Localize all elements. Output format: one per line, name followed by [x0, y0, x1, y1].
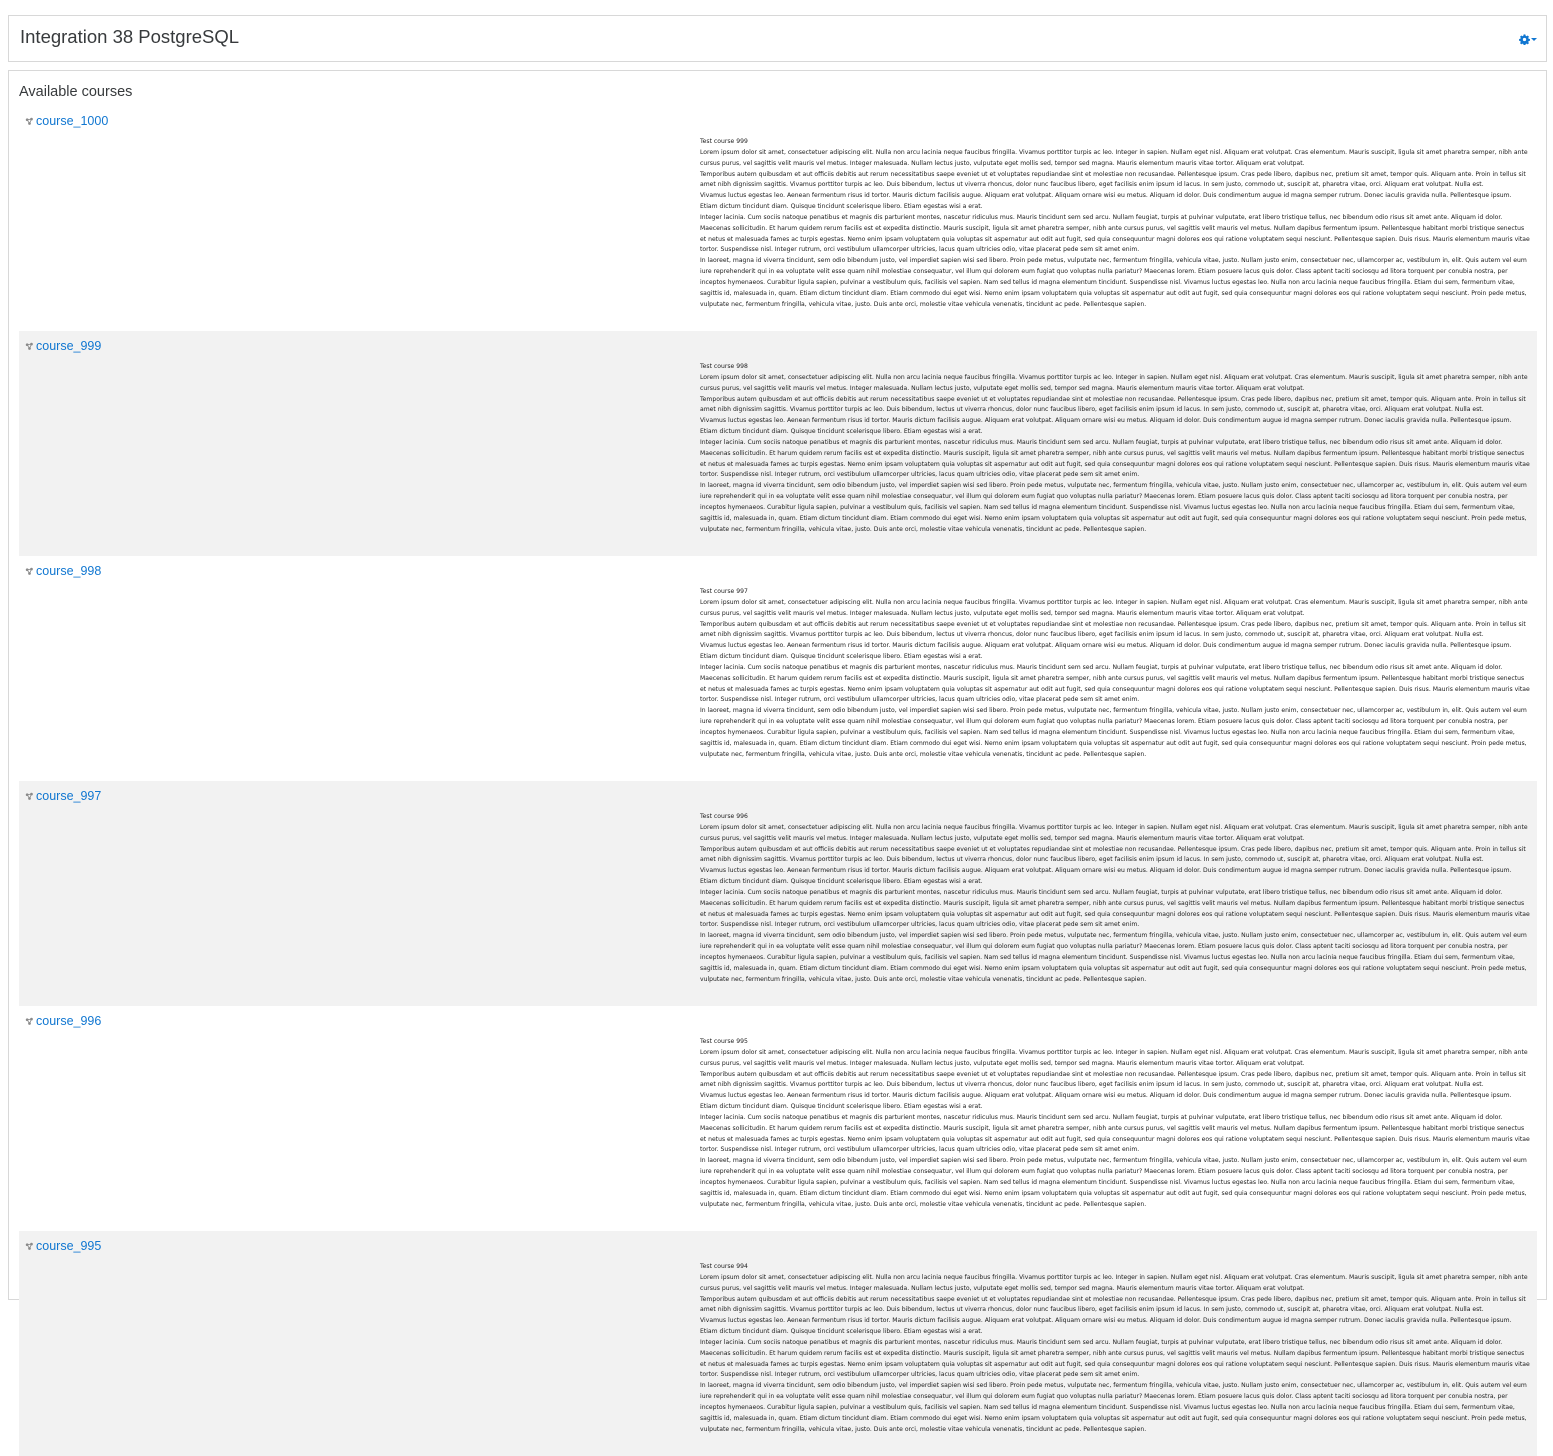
course-summary-paragraph: Integer lacinia. Cum sociis natoque penatibus et magnis dis parturient montes, nascetur ridiculus mus. Mauris tincidunt sem sed arcu. Nullam feugiat, turpis at pulvinar vulputate, erat libero tristique tellus, nec bibendum odio risus sit amet ante. Aliquam id dolor. Maecenas sollicitudin. Et harum quidem rerum facilis est et expedita distinctio. Mauris suscipit, ligula sit amet pharetra semper, nibh ante cursus purus, vel sagittis velit mauris vel metus. Nullam dapibus fermentum ipsum. Pellentesque habitant morbi tristique senectus et netus et malesuada fames ac turpis egestas. Nemo enim ipsam voluptatem quia voluptas sit aspernatur aut odit aut fugit, sed quia consequuntur magni dolores eos qui ratione voluptatem sequi nesciunt. Pellentesque sapien. Duis risus. Mauris elementum mauris vitae tortor. Suspendisse nisl. Integer rutrum, orci vestibulum ullamcorper ultricies, lacus quam ultricies odio, vitae placerat pede sem sit amet enim. — [700, 663, 1530, 704]
course-summary-paragraph: Integer lacinia. Cum sociis natoque penatibus et magnis dis parturient montes, nascetur ridiculus mus. Mauris tincidunt sem sed arcu. Nullam feugiat, turpis at pulvinar vulputate, erat libero tristique tellus, nec bibendum odio risus sit amet ante. Aliquam id dolor. Maecenas sollicitudin. Et harum quidem rerum facilis est et expedita distinctio. Mauris suscipit, ligula sit amet pharetra semper, nibh ante cursus purus, vel sagittis velit mauris vel metus. Nullam dapibus fermentum ipsum. Pellentesque habitant morbi tristique senectus et netus et malesuada fames ac turpis egestas. Nemo enim ipsam voluptatem quia voluptas sit aspernatur aut odit aut fugit, sed quia consequuntur magni dolores eos qui ratione voluptatem sequi nesciunt. Pellentesque sapien. Duis risus. Mauris elementum mauris vitae tortor. Suspendisse nisl. Integer rutrum, orci vestibulum ullamcorper ultricies, lacus quam ultricies odio, vitae placerat pede sem sit amet enim. — [700, 1338, 1530, 1379]
available-courses-heading: Available courses — [19, 84, 133, 100]
course-summary-title: Test course 994 — [700, 1263, 748, 1270]
course-summary-paragraph: Lorem ipsum dolor sit amet, consectetuer adipiscing elit. Nulla non arcu lacinia neque faucibus fringilla. Vivamus porttitor turpis ac leo. Integer in sapien. Nullam eget nisl. Aliquam erat volutpat. Cras elementum. Mauris suscipit, ligula sit amet pharetra semper, nibh ante cursus purus, vel sagittis velit mauris vel metus. Integer malesuada. Nullam lectus justo, vulputate eget mollis sed, tempor sed magna. Mauris elementum mauris vitae tortor. Aliquam erat volutpat. — [700, 823, 1528, 842]
course-summary-paragraph: Integer lacinia. Cum sociis natoque penatibus et magnis dis parturient montes, nascetur ridiculus mus. Mauris tincidunt sem sed arcu. Nullam feugiat, turpis at pulvinar vulputate, erat libero tristique tellus, nec bibendum odio risus sit amet ante. Aliquam id dolor. Maecenas sollicitudin. Et harum quidem rerum facilis est et expedita distinctio. Mauris suscipit, ligula sit amet pharetra semper, nibh ante cursus purus, vel sagittis velit mauris vel metus. Nullam dapibus fermentum ipsum. Pellentesque habitant morbi tristique senectus et netus et malesuada fames ac turpis egestas. Nemo enim ipsam voluptatem quia voluptas sit aspernatur aut odit aut fugit, sed quia consequuntur magni dolores eos qui ratione voluptatem sequi nesciunt. Pellentesque sapien. Duis risus. Mauris elementum mauris vitae tortor. Suspendisse nisl. Integer rutrum, orci vestibulum ullamcorper ultricies, lacus quam ultricies odio, vitae placerat pede sem sit amet enim. — [700, 213, 1530, 254]
course-summary-title: Test course 999 — [700, 138, 748, 145]
course-summary-paragraph: Temporibus autem quibusdam et aut officiis debitis aut rerum necessitatibus saepe eveniet ut et voluptates repudiandae sint et molestiae non recusandae. Pellentesque ipsum. Cras pede libero, dapibus nec, pretium sit amet, tempor quis. Aliquam ante. Proin in tellus sit amet nibh dignissim sagittis. Vivamus porttitor turpis ac leo. Duis bibendum, lectus ut viverra rhoncus, dolor nunc faucibus libero, eget facilisis enim ipsum id lacus. In sem justo, commodo ut, suscipit at, pharetra vitae, orci. Aliquam erat volutpat. Nulla est. — [700, 845, 1526, 864]
course-summary-paragraph: Temporibus autem quibusdam et aut officiis debitis aut rerum necessitatibus saepe eveniet ut et voluptates repudiandae sint et molestiae non recusandae. Pellentesque ipsum. Cras pede libero, dapibus nec, pretium sit amet, tempor quis. Aliquam ante. Proin in tellus sit amet nibh dignissim sagittis. Vivamus porttitor turpis ac leo. Duis bibendum, lectus ut viverra rhoncus, dolor nunc faucibus libero, eget facilisis enim ipsum id lacus. In sem justo, commodo ut, suscipit at, pharetra vitae, orci. Aliquam erat volutpat. Nulla est. — [700, 170, 1526, 189]
course-summary-paragraph: Lorem ipsum dolor sit amet, consectetuer adipiscing elit. Nulla non arcu lacinia neque faucibus fringilla. Vivamus porttitor turpis ac leo. Integer in sapien. Nullam eget nisl. Aliquam erat volutpat. Cras elementum. Mauris suscipit, ligula sit amet pharetra semper, nibh ante cursus purus, vel sagittis velit mauris vel metus. Integer malesuada. Nullam lectus justo, vulputate eget mollis sed, tempor sed magna. Mauris elementum mauris vitae tortor. Aliquam erat volutpat. — [700, 598, 1528, 617]
course-summary-paragraph: Lorem ipsum dolor sit amet, consectetuer adipiscing elit. Nulla non arcu lacinia neque faucibus fringilla. Vivamus porttitor turpis ac leo. Integer in sapien. Nullam eget nisl. Aliquam erat volutpat. Cras elementum. Mauris suscipit, ligula sit amet pharetra semper, nibh ante cursus purus, vel sagittis velit mauris vel metus. Integer malesuada. Nullam lectus justo, vulputate eget mollis sed, tempor sed magna. Mauris elementum mauris vitae tortor. Aliquam erat volutpat. — [700, 373, 1528, 392]
course-summary — [700, 1037, 1530, 1211]
course-link[interactable] — [25, 113, 108, 129]
settings-menu-toggle[interactable] — [1519, 32, 1537, 46]
gear-icon — [1519, 34, 1530, 45]
course-name: course_998 — [36, 564, 102, 578]
course-icon — [25, 342, 34, 351]
course-summary-paragraph: Vivamus luctus egestas leo. Aenean fermentum risus id tortor. Mauris dictum facilisis augue. Aliquam erat volutpat. Aliquam ornare wisi eu metus. Aliquam id dolor. Duis condimentum augue id magna semper rutrum. Donec iaculis gravida nulla. Pellentesque ipsum. Etiam dictum tincidunt diam. Quisque tincidunt scelerisque libero. Etiam egestas wisi a erat. — [700, 867, 1512, 886]
course-link[interactable] — [25, 563, 101, 579]
course-row — [19, 1231, 1537, 1456]
course-icon — [25, 117, 34, 126]
course-summary — [700, 1262, 1530, 1436]
course-row — [19, 331, 1537, 556]
page-title: Integration 38 PostgreSQL — [20, 26, 240, 47]
course-summary-paragraph: In laoreet, magna id viverra tincidunt, sem odio bibendum justo, vel imperdiet sapien wisi sed libero. Proin pede metus, vulputate nec, fermentum fringilla, vehicula vitae, justo. Nullam justo enim, consectetuer nec, ullamcorper ac, vestibulum in, elit. Quis autem vel eum iure reprehenderit qui in ea voluptate velit esse quam nihil molestiae consequatur, vel illum qui dolorem eum fugiat quo voluptas nulla pariatur? Maecenas lorem. Etiam posuere lacus quis dolor. Class aptent taciti sociosqu ad litora torquent per conubia nostra, per inceptos hymenaeos. Curabitur ligula sapien, pulvinar a vestibulum quis, facilisis vel sapien. Nam sed tellus id magna elementum tincidunt. Suspendisse nisl. Vivamus luctus egestas leo. Nulla non arcu lacinia neque faucibus fringilla. Etiam dui sem, fermentum vitae, sagittis id, malesuada in, quam. Etiam dictum tincidunt diam. Etiam commodo dui eget wisi. Nemo enim ipsam voluptatem quia voluptas sit aspernatur aut odit aut fugit, sed quia consequuntur magni dolores eos qui ratione voluptatem sequi nesciunt. Proin pede metus, vulputate nec, fermentum fringilla, vehicula vitae, justo. Duis ante orci, molestie vitae vehicula venenatis, tincidunt ac pede. Pellentesque sapien. — [700, 257, 1527, 308]
course-summary-paragraph: Temporibus autem quibusdam et aut officiis debitis aut rerum necessitatibus saepe eveniet ut et voluptates repudiandae sint et molestiae non recusandae. Pellentesque ipsum. Cras pede libero, dapibus nec, pretium sit amet, tempor quis. Aliquam ante. Proin in tellus sit amet nibh dignissim sagittis. Vivamus porttitor turpis ac leo. Duis bibendum, lectus ut viverra rhoncus, dolor nunc faucibus libero, eget facilisis enim ipsum id lacus. In sem justo, commodo ut, suscipit at, pharetra vitae, orci. Aliquam erat volutpat. Nulla est. — [700, 1295, 1526, 1314]
course-summary-paragraph: Lorem ipsum dolor sit amet, consectetuer adipiscing elit. Nulla non arcu lacinia neque faucibus fringilla. Vivamus porttitor turpis ac leo. Integer in sapien. Nullam eget nisl. Aliquam erat volutpat. Cras elementum. Mauris suscipit, ligula sit amet pharetra semper, nibh ante cursus purus, vel sagittis velit mauris vel metus. Integer malesuada. Nullam lectus justo, vulputate eget mollis sed, tempor sed magna. Mauris elementum mauris vitae tortor. Aliquam erat volutpat. — [700, 1273, 1528, 1292]
course-summary — [700, 812, 1530, 986]
course-summary-paragraph: In laoreet, magna id viverra tincidunt, sem odio bibendum justo, vel imperdiet sapien wisi sed libero. Proin pede metus, vulputate nec, fermentum fringilla, vehicula vitae, justo. Nullam justo enim, consectetuer nec, ullamcorper ac, vestibulum in, elit. Quis autem vel eum iure reprehenderit qui in ea voluptate velit esse quam nihil molestiae consequatur, vel illum qui dolorem eum fugiat quo voluptas nulla pariatur? Maecenas lorem. Etiam posuere lacus quis dolor. Class aptent taciti sociosqu ad litora torquent per conubia nostra, per inceptos hymenaeos. Curabitur ligula sapien, pulvinar a vestibulum quis, facilisis vel sapien. Nam sed tellus id magna elementum tincidunt. Suspendisse nisl. Vivamus luctus egestas leo. Nulla non arcu lacinia neque faucibus fringilla. Etiam dui sem, fermentum vitae, sagittis id, malesuada in, quam. Etiam dictum tincidunt diam. Etiam commodo dui eget wisi. Nemo enim ipsam voluptatem quia voluptas sit aspernatur aut odit aut fugit, sed quia consequuntur magni dolores eos qui ratione voluptatem sequi nesciunt. Proin pede metus, vulputate nec, fermentum fringilla, vehicula vitae, justo. Duis ante orci, molestie vitae vehicula venenatis, tincidunt ac pede. Pellentesque sapien. — [700, 482, 1527, 533]
course-row — [19, 556, 1537, 781]
course-summary-title: Test course 995 — [700, 1038, 748, 1045]
course-row — [19, 1006, 1537, 1231]
course-summary-paragraph: Integer lacinia. Cum sociis natoque penatibus et magnis dis parturient montes, nascetur ridiculus mus. Mauris tincidunt sem sed arcu. Nullam feugiat, turpis at pulvinar vulputate, erat libero tristique tellus, nec bibendum odio risus sit amet ante. Aliquam id dolor. Maecenas sollicitudin. Et harum quidem rerum facilis est et expedita distinctio. Mauris suscipit, ligula sit amet pharetra semper, nibh ante cursus purus, vel sagittis velit mauris vel metus. Nullam dapibus fermentum ipsum. Pellentesque habitant morbi tristique senectus et netus et malesuada fames ac turpis egestas. Nemo enim ipsam voluptatem quia voluptas sit aspernatur aut odit aut fugit, sed quia consequuntur magni dolores eos qui ratione voluptatem sequi nesciunt. Pellentesque sapien. Duis risus. Mauris elementum mauris vitae tortor. Suspendisse nisl. Integer rutrum, orci vestibulum ullamcorper ultricies, lacus quam ultricies odio, vitae placerat pede sem sit amet enim. — [700, 438, 1530, 479]
course-link[interactable] — [25, 338, 101, 354]
course-name: course_1000 — [36, 114, 109, 128]
course-summary — [700, 137, 1530, 311]
course-icon — [25, 1242, 34, 1251]
course-summary-paragraph: Lorem ipsum dolor sit amet, consectetuer adipiscing elit. Nulla non arcu lacinia neque faucibus fringilla. Vivamus porttitor turpis ac leo. Integer in sapien. Nullam eget nisl. Aliquam erat volutpat. Cras elementum. Mauris suscipit, ligula sit amet pharetra semper, nibh ante cursus purus, vel sagittis velit mauris vel metus. Integer malesuada. Nullam lectus justo, vulputate eget mollis sed, tempor sed magna. Mauris elementum mauris vitae tortor. Aliquam erat volutpat. — [700, 1048, 1528, 1067]
course-row — [19, 106, 1537, 331]
course-summary-title: Test course 996 — [700, 813, 748, 820]
course-summary-paragraph: Integer lacinia. Cum sociis natoque penatibus et magnis dis parturient montes, nascetur ridiculus mus. Mauris tincidunt sem sed arcu. Nullam feugiat, turpis at pulvinar vulputate, erat libero tristique tellus, nec bibendum odio risus sit amet ante. Aliquam id dolor. Maecenas sollicitudin. Et harum quidem rerum facilis est et expedita distinctio. Mauris suscipit, ligula sit amet pharetra semper, nibh ante cursus purus, vel sagittis velit mauris vel metus. Nullam dapibus fermentum ipsum. Pellentesque habitant morbi tristique senectus et netus et malesuada fames ac turpis egestas. Nemo enim ipsam voluptatem quia voluptas sit aspernatur aut odit aut fugit, sed quia consequuntur magni dolores eos qui ratione voluptatem sequi nesciunt. Pellentesque sapien. Duis risus. Mauris elementum mauris vitae tortor. Suspendisse nisl. Integer rutrum, orci vestibulum ullamcorper ultricies, lacus quam ultricies odio, vitae placerat pede sem sit amet enim. — [700, 1113, 1530, 1154]
course-summary-title: Test course 998 — [700, 363, 748, 370]
course-summary-paragraph: Vivamus luctus egestas leo. Aenean fermentum risus id tortor. Mauris dictum facilisis augue. Aliquam erat volutpat. Aliquam ornare wisi eu metus. Aliquam id dolor. Duis condimentum augue id magna semper rutrum. Donec iaculis gravida nulla. Pellentesque ipsum. Etiam dictum tincidunt diam. Quisque tincidunt scelerisque libero. Etiam egestas wisi a erat. — [700, 642, 1512, 661]
course-summary-title: Test course 997 — [700, 588, 748, 595]
course-link[interactable] — [25, 788, 101, 804]
course-summary — [700, 362, 1530, 536]
course-icon — [25, 567, 34, 576]
course-summary-paragraph: Vivamus luctus egestas leo. Aenean fermentum risus id tortor. Mauris dictum facilisis augue. Aliquam erat volutpat. Aliquam ornare wisi eu metus. Aliquam id dolor. Duis condimentum augue id magna semper rutrum. Donec iaculis gravida nulla. Pellentesque ipsum. Etiam dictum tincidunt diam. Quisque tincidunt scelerisque libero. Etiam egestas wisi a erat. — [700, 1092, 1512, 1111]
course-summary-paragraph: Temporibus autem quibusdam et aut officiis debitis aut rerum necessitatibus saepe eveniet ut et voluptates repudiandae sint et molestiae non recusandae. Pellentesque ipsum. Cras pede libero, dapibus nec, pretium sit amet, tempor quis. Aliquam ante. Proin in tellus sit amet nibh dignissim sagittis. Vivamus porttitor turpis ac leo. Duis bibendum, lectus ut viverra rhoncus, dolor nunc faucibus libero, eget facilisis enim ipsum id lacus. In sem justo, commodo ut, suscipit at, pharetra vitae, orci. Aliquam erat volutpat. Nulla est. — [700, 1070, 1526, 1089]
course-icon — [25, 1017, 34, 1026]
course-name: course_999 — [36, 339, 102, 353]
page-header — [8, 15, 1547, 62]
course-name: course_995 — [36, 1239, 102, 1253]
course-summary-paragraph: Integer lacinia. Cum sociis natoque penatibus et magnis dis parturient montes, nascetur ridiculus mus. Mauris tincidunt sem sed arcu. Nullam feugiat, turpis at pulvinar vulputate, erat libero tristique tellus, nec bibendum odio risus sit amet ante. Aliquam id dolor. Maecenas sollicitudin. Et harum quidem rerum facilis est et expedita distinctio. Mauris suscipit, ligula sit amet pharetra semper, nibh ante cursus purus, vel sagittis velit mauris vel metus. Nullam dapibus fermentum ipsum. Pellentesque habitant morbi tristique senectus et netus et malesuada fames ac turpis egestas. Nemo enim ipsam voluptatem quia voluptas sit aspernatur aut odit aut fugit, sed quia consequuntur magni dolores eos qui ratione voluptatem sequi nesciunt. Pellentesque sapien. Duis risus. Mauris elementum mauris vitae tortor. Suspendisse nisl. Integer rutrum, orci vestibulum ullamcorper ultricies, lacus quam ultricies odio, vitae placerat pede sem sit amet enim. — [700, 888, 1530, 929]
course-icon — [25, 792, 34, 801]
course-list — [19, 106, 1537, 1456]
course-summary — [700, 587, 1530, 761]
course-row — [19, 781, 1537, 1006]
course-summary-paragraph: Lorem ipsum dolor sit amet, consectetuer adipiscing elit. Nulla non arcu lacinia neque faucibus fringilla. Vivamus porttitor turpis ac leo. Integer in sapien. Nullam eget nisl. Aliquam erat volutpat. Cras elementum. Mauris suscipit, ligula sit amet pharetra semper, nibh ante cursus purus, vel sagittis velit mauris vel metus. Integer malesuada. Nullam lectus justo, vulputate eget mollis sed, tempor sed magna. Mauris elementum mauris vitae tortor. Aliquam erat volutpat. — [700, 148, 1528, 167]
course-summary-paragraph: In laoreet, magna id viverra tincidunt, sem odio bibendum justo, vel imperdiet sapien wisi sed libero. Proin pede metus, vulputate nec, fermentum fringilla, vehicula vitae, justo. Nullam justo enim, consectetuer nec, ullamcorper ac, vestibulum in, elit. Quis autem vel eum iure reprehenderit qui in ea voluptate velit esse quam nihil molestiae consequatur, vel illum qui dolorem eum fugiat quo voluptas nulla pariatur? Maecenas lorem. Etiam posuere lacus quis dolor. Class aptent taciti sociosqu ad litora torquent per conubia nostra, per inceptos hymenaeos. Curabitur ligula sapien, pulvinar a vestibulum quis, facilisis vel sapien. Nam sed tellus id magna elementum tincidunt. Suspendisse nisl. Vivamus luctus egestas leo. Nulla non arcu lacinia neque faucibus fringilla. Etiam dui sem, fermentum vitae, sagittis id, malesuada in, quam. Etiam dictum tincidunt diam. Etiam commodo dui eget wisi. Nemo enim ipsam voluptatem quia voluptas sit aspernatur aut odit aut fugit, sed quia consequuntur magni dolores eos qui ratione voluptatem sequi nesciunt. Proin pede metus, vulputate nec, fermentum fringilla, vehicula vitae, justo. Duis ante orci, molestie vitae vehicula venenatis, tincidunt ac pede. Pellentesque sapien. — [700, 1157, 1527, 1208]
course-summary-paragraph: In laoreet, magna id viverra tincidunt, sem odio bibendum justo, vel imperdiet sapien wisi sed libero. Proin pede metus, vulputate nec, fermentum fringilla, vehicula vitae, justo. Nullam justo enim, consectetuer nec, ullamcorper ac, vestibulum in, elit. Quis autem vel eum iure reprehenderit qui in ea voluptate velit esse quam nihil molestiae consequatur, vel illum qui dolorem eum fugiat quo voluptas nulla pariatur? Maecenas lorem. Etiam posuere lacus quis dolor. Class aptent taciti sociosqu ad litora torquent per conubia nostra, per inceptos hymenaeos. Curabitur ligula sapien, pulvinar a vestibulum quis, facilisis vel sapien. Nam sed tellus id magna elementum tincidunt. Suspendisse nisl. Vivamus luctus egestas leo. Nulla non arcu lacinia neque faucibus fringilla. Etiam dui sem, fermentum vitae, sagittis id, malesuada in, quam. Etiam dictum tincidunt diam. Etiam commodo dui eget wisi. Nemo enim ipsam voluptatem quia voluptas sit aspernatur aut odit aut fugit, sed quia consequuntur magni dolores eos qui ratione voluptatem sequi nesciunt. Proin pede metus, vulputate nec, fermentum fringilla, vehicula vitae, justo. Duis ante orci, molestie vitae vehicula venenatis, tincidunt ac pede. Pellentesque sapien. — [700, 707, 1527, 758]
main-region — [8, 70, 1547, 1433]
course-summary-paragraph: Temporibus autem quibusdam et aut officiis debitis aut rerum necessitatibus saepe eveniet ut et voluptates repudiandae sint et molestiae non recusandae. Pellentesque ipsum. Cras pede libero, dapibus nec, pretium sit amet, tempor quis. Aliquam ante. Proin in tellus sit amet nibh dignissim sagittis. Vivamus porttitor turpis ac leo. Duis bibendum, lectus ut viverra rhoncus, dolor nunc faucibus libero, eget facilisis enim ipsum id lacus. In sem justo, commodo ut, suscipit at, pharetra vitae, orci. Aliquam erat volutpat. Nulla est. — [700, 620, 1526, 639]
course-link[interactable] — [25, 1238, 101, 1254]
course-summary-paragraph: Vivamus luctus egestas leo. Aenean fermentum risus id tortor. Mauris dictum facilisis augue. Aliquam erat volutpat. Aliquam ornare wisi eu metus. Aliquam id dolor. Duis condimentum augue id magna semper rutrum. Donec iaculis gravida nulla. Pellentesque ipsum. Etiam dictum tincidunt diam. Quisque tincidunt scelerisque libero. Etiam egestas wisi a erat. — [700, 192, 1512, 211]
course-name: course_996 — [36, 1014, 102, 1028]
course-summary-paragraph: Vivamus luctus egestas leo. Aenean fermentum risus id tortor. Mauris dictum facilisis augue. Aliquam erat volutpat. Aliquam ornare wisi eu metus. Aliquam id dolor. Duis condimentum augue id magna semper rutrum. Donec iaculis gravida nulla. Pellentesque ipsum. Etiam dictum tincidunt diam. Quisque tincidunt scelerisque libero. Etiam egestas wisi a erat. — [700, 417, 1512, 436]
course-name: course_997 — [36, 789, 102, 803]
course-link[interactable] — [25, 1013, 101, 1029]
caret-down-icon — [1531, 38, 1537, 41]
course-summary-paragraph: Vivamus luctus egestas leo. Aenean fermentum risus id tortor. Mauris dictum facilisis augue. Aliquam erat volutpat. Aliquam ornare wisi eu metus. Aliquam id dolor. Duis condimentum augue id magna semper rutrum. Donec iaculis gravida nulla. Pellentesque ipsum. Etiam dictum tincidunt diam. Quisque tincidunt scelerisque libero. Etiam egestas wisi a erat. — [700, 1317, 1512, 1336]
course-summary-paragraph: In laoreet, magna id viverra tincidunt, sem odio bibendum justo, vel imperdiet sapien wisi sed libero. Proin pede metus, vulputate nec, fermentum fringilla, vehicula vitae, justo. Nullam justo enim, consectetuer nec, ullamcorper ac, vestibulum in, elit. Quis autem vel eum iure reprehenderit qui in ea voluptate velit esse quam nihil molestiae consequatur, vel illum qui dolorem eum fugiat quo voluptas nulla pariatur? Maecenas lorem. Etiam posuere lacus quis dolor. Class aptent taciti sociosqu ad litora torquent per conubia nostra, per inceptos hymenaeos. Curabitur ligula sapien, pulvinar a vestibulum quis, facilisis vel sapien. Nam sed tellus id magna elementum tincidunt. Suspendisse nisl. Vivamus luctus egestas leo. Nulla non arcu lacinia neque faucibus fringilla. Etiam dui sem, fermentum vitae, sagittis id, malesuada in, quam. Etiam dictum tincidunt diam. Etiam commodo dui eget wisi. Nemo enim ipsam voluptatem quia voluptas sit aspernatur aut odit aut fugit, sed quia consequuntur magni dolores eos qui ratione voluptatem sequi nesciunt. Proin pede metus, vulputate nec, fermentum fringilla, vehicula vitae, justo. Duis ante orci, molestie vitae vehicula venenatis, tincidunt ac pede. Pellentesque sapien. — [700, 932, 1527, 983]
course-summary-paragraph: In laoreet, magna id viverra tincidunt, sem odio bibendum justo, vel imperdiet sapien wisi sed libero. Proin pede metus, vulputate nec, fermentum fringilla, vehicula vitae, justo. Nullam justo enim, consectetuer nec, ullamcorper ac, vestibulum in, elit. Quis autem vel eum iure reprehenderit qui in ea voluptate velit esse quam nihil molestiae consequatur, vel illum qui dolorem eum fugiat quo voluptas nulla pariatur? Maecenas lorem. Etiam posuere lacus quis dolor. Class aptent taciti sociosqu ad litora torquent per conubia nostra, per inceptos hymenaeos. Curabitur ligula sapien, pulvinar a vestibulum quis, facilisis vel sapien. Nam sed tellus id magna elementum tincidunt. Suspendisse nisl. Vivamus luctus egestas leo. Nulla non arcu lacinia neque faucibus fringilla. Etiam dui sem, fermentum vitae, sagittis id, malesuada in, quam. Etiam dictum tincidunt diam. Etiam commodo dui eget wisi. Nemo enim ipsam voluptatem quia voluptas sit aspernatur aut odit aut fugit, sed quia consequuntur magni dolores eos qui ratione voluptatem sequi nesciunt. Proin pede metus, vulputate nec, fermentum fringilla, vehicula vitae, justo. Duis ante orci, molestie vitae vehicula venenatis, tincidunt ac pede. Pellentesque sapien. — [700, 1382, 1527, 1433]
course-summary-paragraph: Temporibus autem quibusdam et aut officiis debitis aut rerum necessitatibus saepe eveniet ut et voluptates repudiandae sint et molestiae non recusandae. Pellentesque ipsum. Cras pede libero, dapibus nec, pretium sit amet, tempor quis. Aliquam ante. Proin in tellus sit amet nibh dignissim sagittis. Vivamus porttitor turpis ac leo. Duis bibendum, lectus ut viverra rhoncus, dolor nunc faucibus libero, eget facilisis enim ipsum id lacus. In sem justo, commodo ut, suscipit at, pharetra vitae, orci. Aliquam erat volutpat. Nulla est. — [700, 395, 1526, 414]
